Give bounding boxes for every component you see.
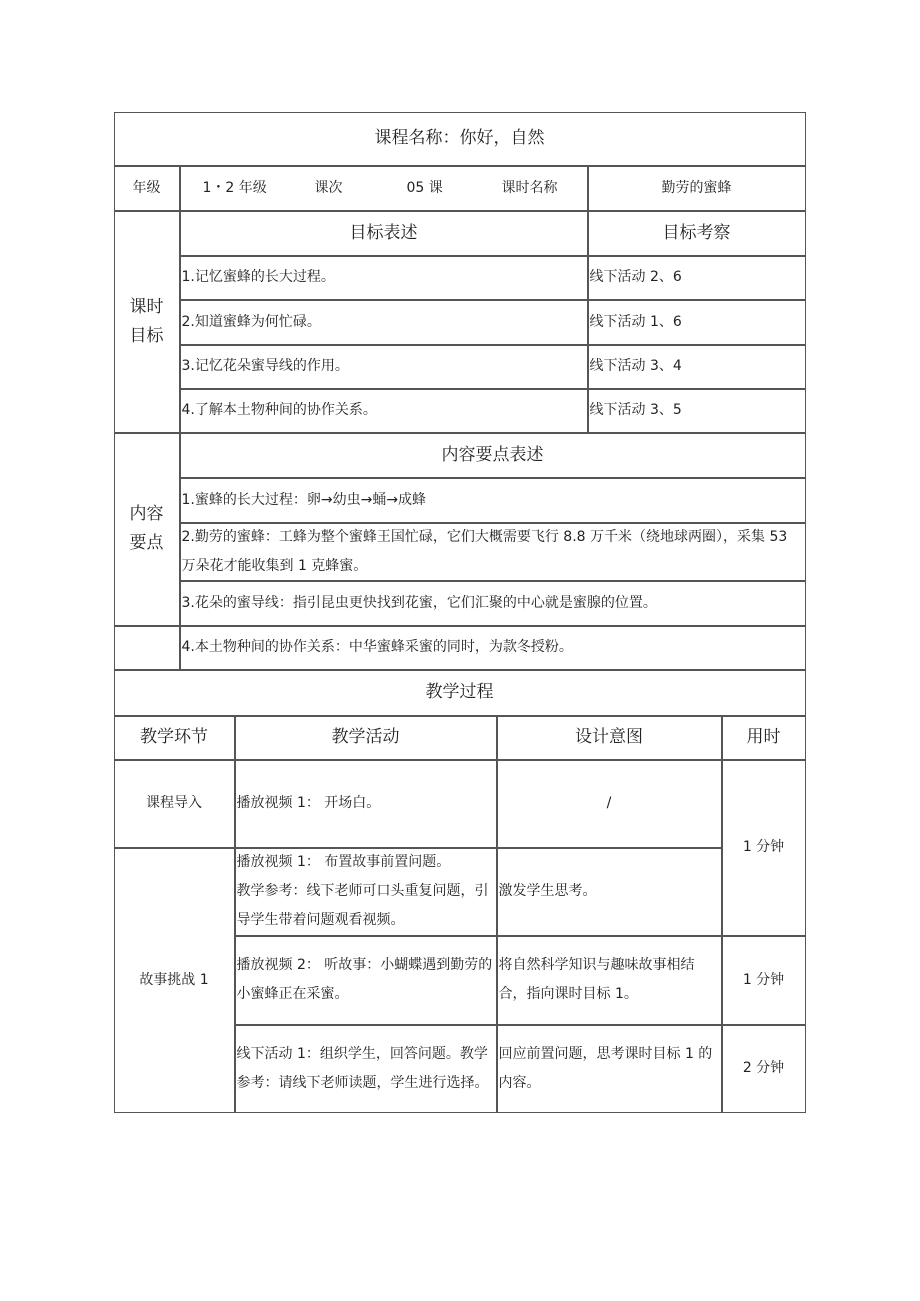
grade-value: 1・2 年级 [202,179,267,196]
story-time: 1 分钟 [722,936,806,1025]
story-intent: 回应前置问题，思考课时目标 1 的内容。 [497,1025,722,1113]
goal-desc: 1.记忆蜜蜂的长大过程。 [180,256,588,300]
process-title: 教学过程 [114,670,806,716]
goal-check: 线下活动 1、6 [588,300,806,345]
story-intent: 激发学生思考。 [497,848,722,936]
story-intent: 将自然科学知识与趣味故事相结合，指向课时目标 1。 [497,936,722,1025]
goals-header-check: 目标考察 [588,211,806,256]
time-merged: 1 分钟 [722,760,806,936]
content-point: 2.勤劳的蜜蜂：工蜂为整个蜜蜂王国忙碌，它们大概需要飞行 8.8 万千米（绕地球两圈），采集 53 万朵花才能收集到 1 克蜂蜜。 [180,523,806,581]
intro-stage: 课程导入 [114,760,235,848]
intro-intent: / [497,760,722,848]
goal-check: 线下活动 3、4 [588,345,806,389]
story-activity: 线下活动 1：组织学生，回答问题。教学参考：请线下老师读题，学生进行选择。 [235,1025,497,1113]
header-activity: 教学活动 [235,716,497,760]
content-point: 1.蜜蜂的长大过程：卵→幼虫→蛹→成蜂 [180,478,806,523]
story-stage: 故事挑战 1 [114,848,235,1113]
goals-header-desc: 目标表述 [180,211,588,256]
course-title: 课程名称：你好，自然 [114,112,806,166]
period-value: 勤劳的蜜蜂 [588,166,806,211]
story-activity: 播放视频 1： 布置故事前置问题。 教学参考：线下老师可口头重复问题，引导学生带着问题观看视频。 [235,848,497,936]
story-time: 2 分钟 [722,1025,806,1113]
goal-desc: 4.了解本土物种间的协作关系。 [180,389,588,433]
header-stage: 教学环节 [114,716,235,760]
intro-activity: 播放视频 1： 开场白。 [235,760,497,848]
goal-desc: 2.知道蜜蜂为何忙碌。 [180,300,588,345]
period-label: 课时名称 [501,179,558,196]
grade-label: 年级 [114,166,180,211]
lesson-label: 课次 [314,179,343,196]
empty-cell [114,626,180,670]
content-point: 4.本土物种间的协作关系：中华蜜蜂采蜜的同时，为款冬授粉。 [180,626,806,670]
content-section-label: 内容要点 [114,433,180,626]
lesson-value: 05 课 [406,179,443,196]
content-header: 内容要点表述 [180,433,806,478]
content-point: 3.花朵的蜜导线：指引昆虫更快找到花蜜，它们汇聚的中心就是蜜腺的位置。 [180,581,806,626]
goal-desc: 3.记忆花朵蜜导线的作用。 [180,345,588,389]
header-intent: 设计意图 [497,716,722,760]
header-time: 用时 [722,716,806,760]
goals-section-label: 课时目标 [114,211,180,433]
goal-check: 线下活动 2、6 [588,256,806,300]
story-activity: 播放视频 2： 听故事：小蝴蝶遇到勤劳的小蜜蜂正在采蜜。 [235,936,497,1025]
info-row [180,166,588,211]
goal-check: 线下活动 3、5 [588,389,806,433]
